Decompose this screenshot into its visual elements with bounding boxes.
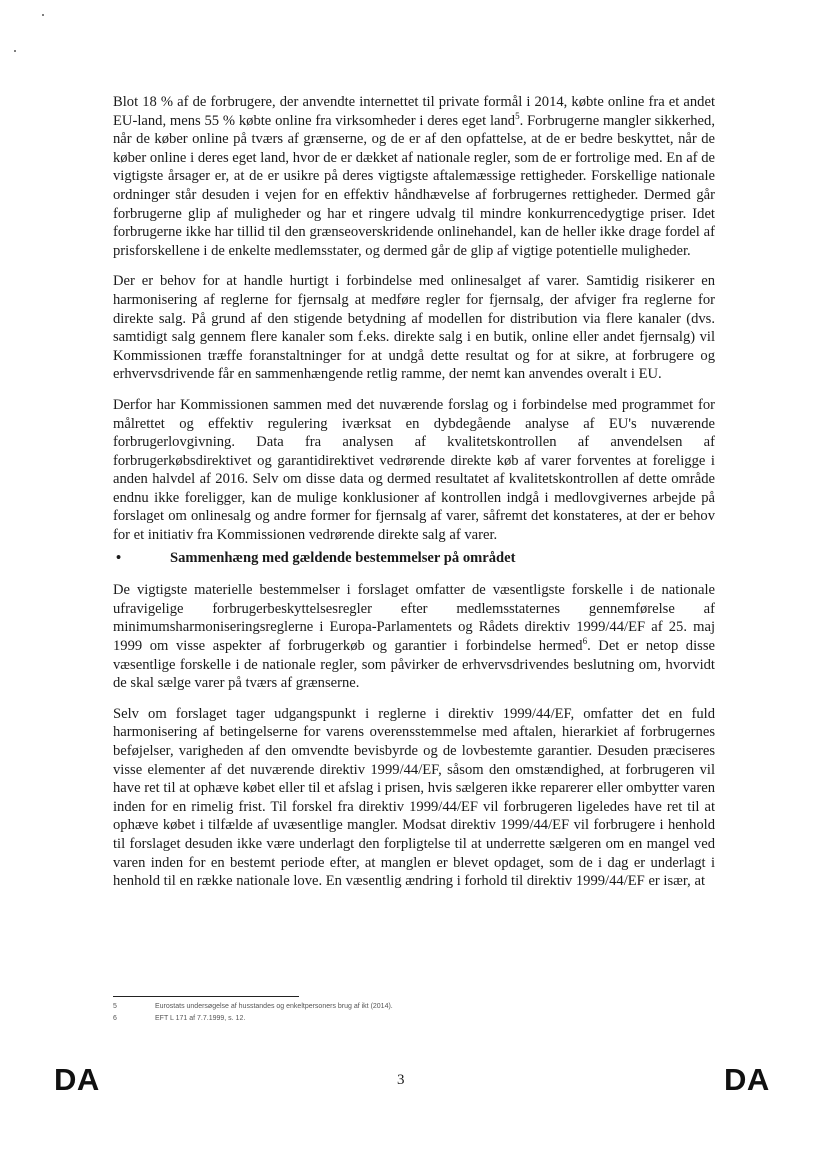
page-number: 3 xyxy=(397,1072,405,1088)
footnote-5: 5 Eurostats undersøgelse af husstandes og enkeltpersoners brug af ikt (2014). xyxy=(113,1003,393,1010)
footnote-ref-6[interactable]: 6 xyxy=(582,636,588,647)
scan-speck xyxy=(14,50,16,52)
paragraph-5: Selv om forslaget tager udgangspunkt i reglerne i direktiv 1999/44/EF, omfatter det en fuld harmonisering af betingelserne for varens overensstemmelse med aftalen, hierarkiet af forbrugernes beføjelser, varigheden af den omvendte bevisbyrde og de lovbestemte garantier. Desuden præciseres visse elementer af det nuværende direktiv 1999/44/EF, såsom den omstændighed, at forbrugeren vil have ret til at ophæve købet eller til et afslag i prisen, hvis sælgeren ikke reparerer eller ombytter varen inden for en rimelig frist. Til forskel fra direktiv 1999/44/EF vil forbrugeren ligeledes have ret til at ophæve købet i tilfælde af uvæsentlige mangler. Modsat direktiv 1999/44/EF vil forbrugere i henhold til forslaget desuden ikke være underlagt den forpligtelse til at underrette sælgeren om en mangel ved varen inden for en bestemt periode efter, at manglen er blevet opdaget, som de i dag er underlagt i henhold til en række nationale love. En væsentlig ændring i forhold til direktiv 1999/44/EF er især, at xyxy=(113,705,715,890)
paragraph-3: Derfor har Kommissionen sammen med det nuværende forslag og i forbindelse med programmet for målrettet og effektiv regulering iværksat en dybdegående analyse af EU's nuværende forbrugerlovgivning. Data fra analysen af kvalitetskontrollen af anvendelsen af forbrugerkøbsdirektivet og garantidirektivet vedrørende direkte køb af varer forventes at foreligge i anden halvdel af 2016. Selv om disse data og dermed resultatet af kvalitetskontrollen af dette område endnu ikke foreligger, kan de mulige konklusioner af kontrollen indgå i medlovgivernes arbejde på forslaget om onlinesalg og andre former for fjernsalg af varer, såfremt det konstateres, at der er behov for et initiativ fra Kommissionen vedrørende direkte salg af varer. xyxy=(113,396,715,544)
paragraph-4: De vigtigste materielle bestemmelser i forslaget omfatter de væsentligste forskelle i de nationale ufravigelige forbrugerbeskyttelsesregler efter medlemsstaternes gennemførelse af minimumsharmoniseringsreglerne i Europa-Parlamentets og Rådets direktiv 1999/44/EF af 25. maj 1999 om visse aspekter af forbrugerkøb og garantier i forbindelse hermed$^6$. Det er netop disse væsentlige forskelle i de nationale regler, som påvirker de erhvervsdrivendes beslutning om, hvorvidt de skal sælge varer på tværs af grænserne. xyxy=(113,582,715,692)
language-code-right: DA xyxy=(724,1062,770,1097)
scan-speck xyxy=(42,14,44,16)
paragraph-2: Der er behov for at handle hurtigt i forbindelse med onlinesalget af varer. Samtidig risikerer en harmonisering af reglerne for fjernsalg at medføre regler for fjernsalg, der afviger fra reglerne for direkte salg. På grund af den stigende betydning af modellen for distribution via flere kanaler (dvs. samtidigt salg gennem flere kanaler som f.eks. direkte salg i en butik, online eller andet fjernsalg) vil Kommissionen træffe foranstaltninger for at undgå dette resultat og for at sikre, at forbrugere og erhvervsdrivende får en sammenhængende retlig ramme, der nemt kan anvendes overalt i EU. xyxy=(113,273,715,383)
section-heading xyxy=(113,549,715,568)
paragraph-1: Blot 18 % af de forbrugere, der anvendte internettet til private formål i 2014, købte online fra et andet EU-land, mens 55 % købte online fra virksomheder i deres eget land$^5$. Forbrugerne mangler sikkerhed, når de køber online på tværs af grænserne, og de er af den opfattelse, at de er bedre beskyttet, når de køber online i deres eget land, hvor de er dækket af nationale regler, som de er fortrolige med. En af de vigtigste årsager er, at de er usikre på deres vigtigste aftalemæssige rettigheder. Forskellige nationale ordninger står desuden i vejen for en effektiv håndhævelse af forbrugernes rettigheder. Dermed går forbrugerne glip af muligheder og har et ringere udvalg til mindre konkurrencedygtige priser. Idet forbrugerne ikke har tillid til den grænseoverskridende onlinehandel, kan de heller ikke drage fordel af prisforskellene i de enkelte medlemsstater, og dermed går de glip af vigtige potentielle muligheder. xyxy=(113,94,715,259)
bullet-marker: • xyxy=(116,549,122,566)
footnote-ref-5[interactable]: 5 xyxy=(515,110,520,121)
footnotes xyxy=(113,1001,533,1025)
footnote-divider xyxy=(113,996,299,997)
language-code-left: DA xyxy=(54,1062,100,1097)
body-text xyxy=(113,93,715,903)
section-heading-text: Sammenhæng med gældende bestemmelser på området xyxy=(170,549,516,566)
footnote-6: 6 EFT L 171 af 7.7.1999, s. 12. xyxy=(113,1015,246,1022)
